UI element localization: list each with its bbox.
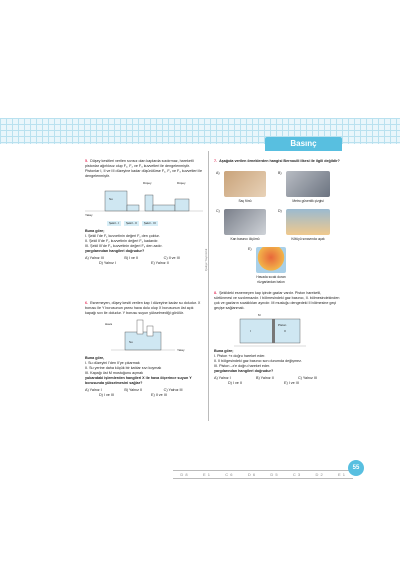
question-7 <box>214 159 340 164</box>
option-letter-c[interactable]: C) <box>216 209 220 213</box>
option-letter-a[interactable]: A) <box>216 171 220 175</box>
q5-figure-labels <box>107 221 203 226</box>
pistons-diagram <box>85 181 203 221</box>
answer-key-item: D 8 <box>180 472 189 477</box>
option-letter-b[interactable]: B) <box>278 171 282 175</box>
answer-key-item: C 3 <box>292 472 301 477</box>
tube-diagram <box>85 318 203 356</box>
question-stem: Şekildeki esnemeyen kap içinde gazlar vardır. Piston hareketli, sürtünmesi ve sızdırmazdır. I bölmesindeki gaz basıncı, II. bölmesindekinden çok ve gazların sıcaklıkları aynıdır. M musluğu dengedeki II bölmesine geçi geçişe sağlanmalı. <box>214 291 340 310</box>
question-prompt: yukarıdaki işlemlerden hangileri X ile hava ölçerince suyun Y borusunda yükselmesini sağlar? <box>85 376 192 385</box>
option-c[interactable]: C) Yalnız III <box>298 376 317 380</box>
question-number: 6. <box>85 301 89 305</box>
statement: III. Piston –x'e doğru hareket eder. <box>214 364 271 368</box>
blood-pressure-image[interactable] <box>224 209 266 235</box>
answer-key-item: D 6 <box>247 472 256 477</box>
question-number: 8. <box>214 291 218 295</box>
statement: II. II bölgesindeki gaz basıncı son durumda değişmez. <box>214 359 302 363</box>
column-divider <box>208 151 209 421</box>
options-row <box>85 393 203 398</box>
metro-image[interactable] <box>286 171 330 197</box>
buna-gore: Buna göre; <box>214 349 234 353</box>
figure-label-3: Şekil - III <box>143 221 156 225</box>
question-8 <box>214 291 340 386</box>
statement: II. Şekil II'de F₂ kuvvetinin değeri F₂ kadardır. <box>85 239 159 243</box>
answer-key-item: E 1 <box>202 472 211 477</box>
statement: I. Piston +x doğru hareket eder. <box>214 354 266 358</box>
side-label: Çalışır Yayıncılık <box>204 248 208 271</box>
option-letter-e[interactable]: E) <box>248 247 252 251</box>
label-air: Hava <box>105 322 113 326</box>
page-number: 55 <box>348 460 364 476</box>
buna-gore: Buna göre, <box>85 356 105 360</box>
label-water: Su <box>129 340 133 344</box>
question-prompt: yargılarından hangileri doğrudur? <box>85 249 145 253</box>
option-e[interactable]: E) I ve III <box>284 381 299 385</box>
option-b[interactable]: B) I ve II <box>124 256 139 260</box>
answer-key-item: D 2 <box>315 472 324 477</box>
option-d[interactable]: D) I ve II <box>228 381 242 385</box>
option-a[interactable]: A) Yalnız III <box>85 256 104 260</box>
q6-diagram <box>85 318 203 356</box>
label-valve: M <box>258 313 261 317</box>
label-vertical-1: Düşey <box>143 181 152 185</box>
option-e[interactable]: E) II ve III <box>151 393 167 397</box>
option-d[interactable]: D) I ve III <box>99 393 114 397</box>
option-caption-c: Kan basıncı ölçümü <box>230 237 260 241</box>
question-stem: Esnemeyen, düşey kesiti verilen kap I düzeyine kadar su doludur. X borusu ile Y borusunun yarısı hava dolu olup X borusunun üst açık kapağı sıvı ile doludur. Y borusu suyun yükselmediği görülür. <box>85 301 201 315</box>
option-caption-e: Havada sıcak duran rüzgarlardan balon <box>256 275 286 284</box>
statement: I. Su düzeyini I'den II'ye çıkarmak <box>85 361 140 365</box>
option-caption-b: Metro güvenlik çizgisi <box>292 199 324 203</box>
option-c[interactable]: C) Yalnız III <box>163 388 183 392</box>
airplane-image[interactable] <box>286 209 330 235</box>
question-number: 5. <box>85 159 89 163</box>
worksheet-page <box>82 151 342 436</box>
option-letter-d[interactable]: D) <box>278 209 282 213</box>
question-stem: Düşey kesitleri verilen sıvısız olan kaplarda sızdırmaz, hareketli pistonlar ağırlıksız olup F₁, F₂ ve F₃ kuvvetleri ile dengelenmiştir. Pistonlar I, II ve III düzeyine kadar düşürülürse F₁, F₂ ve F₃ kuvvetleri ile dengelenmiştir. <box>85 159 203 178</box>
figure-label-2: Şekil - II <box>126 221 137 225</box>
option-b[interactable]: B) Yalnız II <box>256 376 274 380</box>
q5-diagram <box>85 181 203 221</box>
option-caption-a: Saç fönü <box>238 199 252 203</box>
topic-tab: Basınç <box>265 137 342 151</box>
question-6 <box>85 301 203 398</box>
question-5 <box>85 159 203 266</box>
option-c[interactable]: C) II ve III <box>163 256 180 260</box>
options-row <box>214 381 340 386</box>
label-vertical-2: Düşey <box>177 181 186 185</box>
label-compartment-2: II <box>284 329 286 333</box>
option-a[interactable]: A) Yalnız I <box>85 388 102 392</box>
label-piston: Piston <box>278 323 287 327</box>
statement: I. Şekil I'de F₁ kuvvetinin değeri F₁ den çoktur. <box>85 234 160 238</box>
label-horizontal: Yatay <box>85 213 93 217</box>
label-horizontal: Yatay <box>177 348 185 352</box>
answer-key-item: E 1 <box>338 472 346 477</box>
piston-chamber-diagram <box>214 313 340 349</box>
q8-diagram <box>214 313 340 349</box>
hair-dryer-image[interactable] <box>224 171 266 197</box>
label-compartment-1: I <box>250 329 251 333</box>
question-number: 7. <box>214 159 218 163</box>
option-a[interactable]: A) Yalnız I <box>214 376 231 380</box>
hot-air-balloon-image[interactable] <box>256 247 286 273</box>
answer-key-strip <box>173 470 353 479</box>
figure-label-1: Şekil - I <box>109 221 120 225</box>
answer-key-item: C 6 <box>225 472 234 477</box>
statement: III. Kapağı üst M mostuğunu açmak <box>85 371 144 375</box>
option-d[interactable]: D) Yalnız I <box>99 261 116 265</box>
option-caption-d: Kötüyü sınavında uçak <box>291 237 325 241</box>
q7-image-grid <box>214 171 340 286</box>
question-stem: Aşağıda verilen örneklerden hangisi Bernoulli ilkesi ile ilgili değildir? <box>219 159 340 163</box>
buna-gore: Buna göre; <box>85 229 105 233</box>
question-prompt: yargılarından hangileri doğrudur? <box>214 369 274 373</box>
label-water: Su <box>109 197 113 201</box>
option-b[interactable]: B) Yalnız II <box>124 388 143 392</box>
statement: III. Şekil III'de F₃ kuvvetinin değeri F₃ den azdır. <box>85 244 163 248</box>
statement: II. Su yerine daha küçük bir katılar sıvı koymak <box>85 366 162 370</box>
options-row <box>85 261 203 266</box>
option-e[interactable]: E) Yalnız II <box>151 261 169 265</box>
answer-key-item: D 5 <box>270 472 279 477</box>
